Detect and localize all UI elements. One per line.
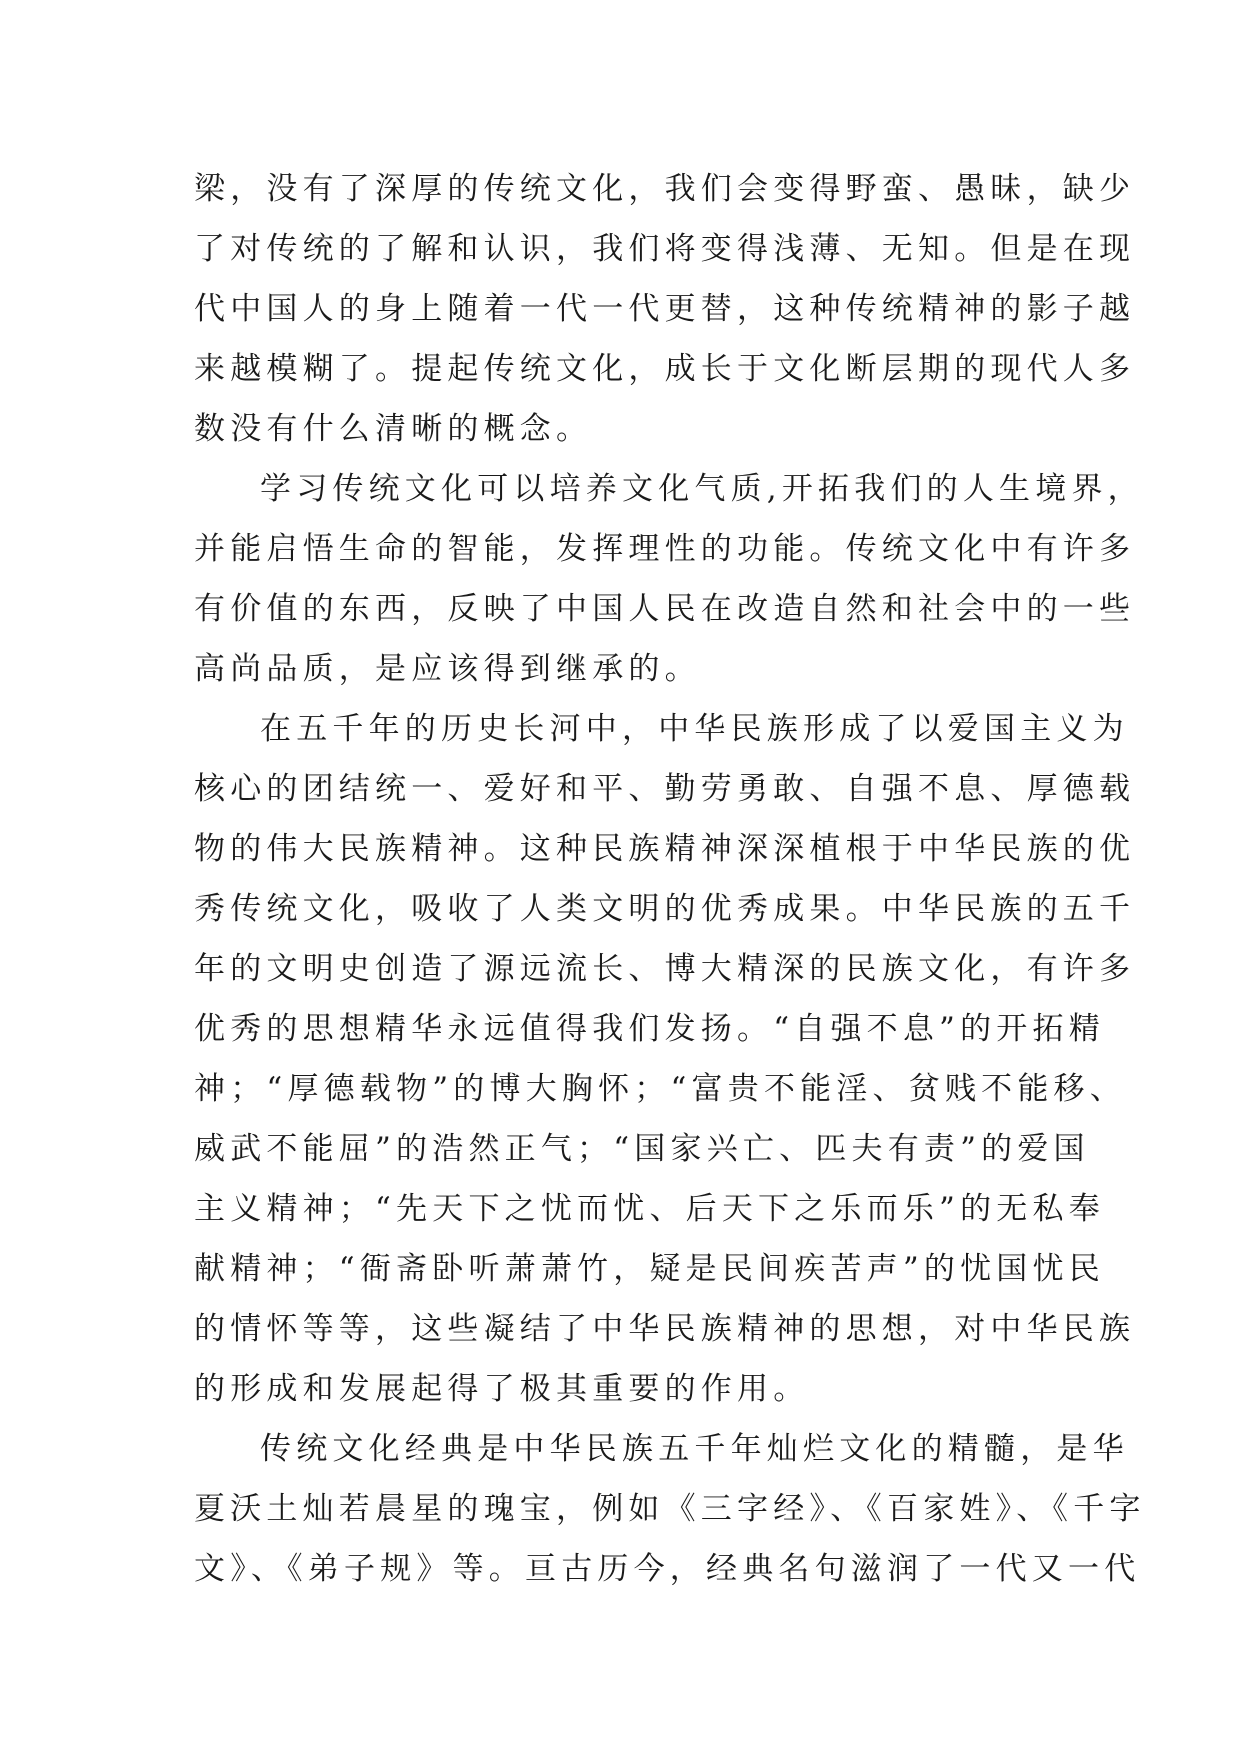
text-line: 文》、《弟子规》等。亘古历今，经典名句滋润了一代又一代 [194, 1551, 1141, 1587]
text-line: 高尚品质，是应该得到继承的。 [194, 651, 701, 687]
text-line: 主义精神；“先天下之忧而忧、后天下之乐而乐”的无私奉 [194, 1191, 1105, 1227]
paragraph-first-line: 在五千年的历史长河中，中华民族形成了以爱国主义为 [260, 711, 1129, 747]
text-line: 数没有什么清晰的概念。 [194, 411, 593, 447]
text-line: 并能启悟生命的智能，发挥理性的功能。传统文化中有许多 [194, 531, 1136, 567]
text-line: 威武不能屈”的浩然正气；“国家兴亡、匹夫有责”的爱国 [194, 1131, 1090, 1167]
body-text [194, 159, 1146, 1599]
text-line: 有价值的东西，反映了中国人民在改造自然和社会中的一些 [194, 591, 1136, 627]
text-line: 献精神；“衙斋卧听萧萧竹，疑是民间疾苦声”的忧国忧民 [194, 1251, 1105, 1287]
text-line: 优秀的思想精华永远值得我们发扬。“自强不息”的开拓精 [194, 1011, 1105, 1047]
paragraph-first-line: 传统文化经典是中华民族五千年灿烂文化的精髓，是华 [260, 1431, 1129, 1467]
text-line: 核心的团结统一、爱好和平、勤劳勇敢、自强不息、厚德载 [194, 771, 1136, 807]
text-line: 年的文明史创造了源远流长、博大精深的民族文化，有许多 [194, 951, 1136, 987]
text-line: 的形成和发展起得了极其重要的作用。 [194, 1371, 810, 1407]
text-line: 秀传统文化，吸收了人类文明的优秀成果。中华民族的五千 [194, 891, 1136, 927]
paragraph-first-line: 学习传统文化可以培养文化气质,开拓我们的人生境界， [260, 471, 1144, 507]
text-line: 物的伟大民族精神。这种民族精神深深植根于中华民族的优 [194, 831, 1136, 867]
text-line: 的情怀等等，这些凝结了中华民族精神的思想，对中华民族 [194, 1311, 1136, 1347]
text-line: 来越模糊了。提起传统文化，成长于文化断层期的现代人多 [194, 351, 1136, 387]
text-line: 了对传统的了解和认识，我们将变得浅薄、无知。但是在现 [194, 231, 1136, 267]
text-line: 神；“厚德载物”的博大胸怀；“富贵不能淫、贫贱不能移、 [194, 1071, 1126, 1107]
text-line: 梁，没有了深厚的传统文化，我们会变得野蛮、愚昧，缺少 [194, 171, 1136, 207]
text-line: 夏沃土灿若晨星的瑰宝，例如《三字经》、《百家姓》、《千字 [194, 1491, 1146, 1527]
text-line: 代中国人的身上随着一代一代更替，这种传统精神的影子越 [194, 291, 1136, 327]
